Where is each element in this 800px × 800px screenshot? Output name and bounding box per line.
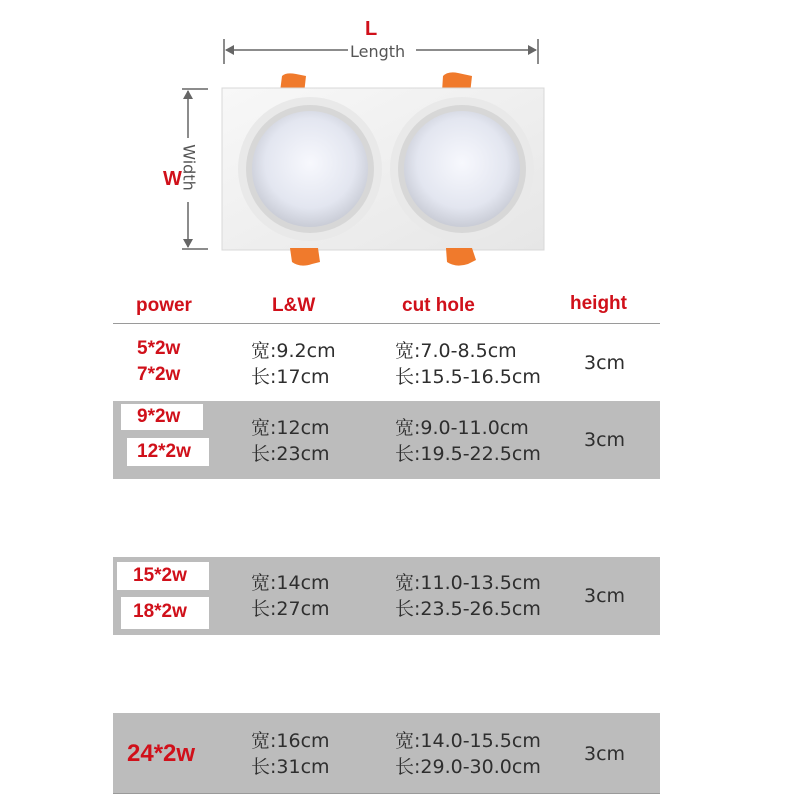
lw-width: 宽:14cm [251, 572, 330, 594]
header-lw: L&W [272, 295, 316, 316]
header-cut-hole: cut hole [402, 295, 475, 316]
power-value: 7*2w [137, 364, 181, 385]
power-value: 18*2w [133, 601, 187, 622]
table-row [113, 401, 660, 479]
cut-width: 宽:14.0-15.5cm [395, 730, 541, 752]
lw-length: 长:27cm [251, 598, 330, 620]
fixture-diagram [0, 0, 800, 290]
height-value: 3cm [584, 352, 626, 374]
lw-width: 宽:16cm [251, 730, 330, 752]
height-value: 3cm [584, 743, 626, 765]
height-value: 3cm [584, 585, 626, 607]
power-value: 12*2w [137, 441, 191, 462]
cut-length: 长:23.5-26.5cm [395, 598, 541, 620]
height-value: 3cm [584, 429, 626, 451]
table-row [113, 713, 660, 793]
lw-length: 长:23cm [251, 443, 330, 465]
power-value: 24*2w [127, 740, 196, 767]
cut-length: 长:29.0-30.0cm [395, 756, 541, 778]
table-bottom-rule [113, 793, 660, 794]
cut-width: 宽:7.0-8.5cm [395, 340, 517, 362]
cut-length: 长:19.5-22.5cm [395, 443, 541, 465]
width-letter: W [163, 168, 182, 190]
header-height: height [570, 293, 627, 314]
length-letter: L [365, 18, 378, 40]
power-value: 15*2w [133, 565, 187, 586]
lw-width: 宽:12cm [251, 417, 330, 439]
width-label: Width [179, 144, 199, 191]
lw-width: 宽:9.2cm [251, 340, 336, 362]
cut-width: 宽:11.0-13.5cm [395, 572, 541, 594]
cut-width: 宽:9.0-11.0cm [395, 417, 529, 439]
table-row [113, 557, 660, 635]
double-downlight-fixture [210, 68, 555, 268]
lw-length: 长:17cm [251, 366, 330, 388]
power-value: 9*2w [137, 406, 181, 427]
cut-length: 长:15.5-16.5cm [395, 366, 541, 388]
length-label: Length [350, 42, 406, 61]
power-value: 5*2w [137, 338, 181, 359]
table-row [113, 324, 660, 400]
header-power: power [136, 295, 192, 316]
lw-length: 长:31cm [251, 756, 330, 778]
